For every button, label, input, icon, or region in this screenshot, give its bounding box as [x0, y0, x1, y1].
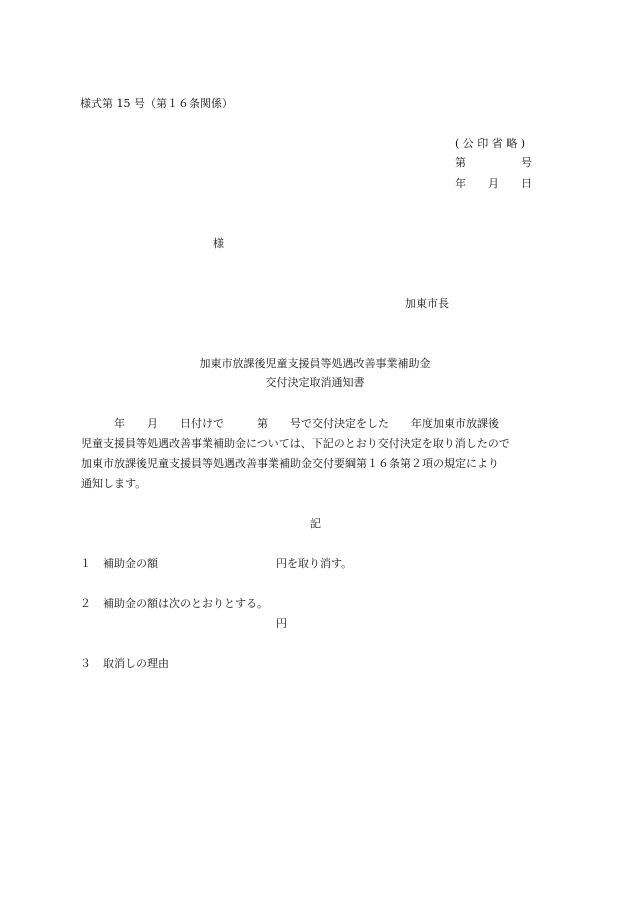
seal-omitted-note: ( 公 印 省 略 )	[455, 137, 526, 150]
item-1-suffix: 円を取り消す。	[276, 557, 353, 570]
item-1-text: 補助金の額	[103, 557, 158, 570]
form-number: 様式第 15 号（第１６条関係）	[80, 97, 233, 110]
ki-heading: 記	[310, 517, 321, 530]
item-3-number: ３	[80, 657, 91, 670]
body-line-3: 加東市放課後児童支援員等処遇改善事業補助金交付要綱第１６条第２項の規定により	[81, 457, 499, 470]
item-1-number: １	[80, 557, 91, 570]
item-2-text: 補助金の額は次のとおりとする。	[103, 597, 268, 610]
item-2-number: ２	[80, 597, 91, 610]
item-3-text: 取消しの理由	[103, 657, 169, 670]
body-line-2: 児童支援員等処遇改善事業補助金については、下記のとおり交付決定を取り消したので	[81, 437, 510, 450]
issue-date-line: 年 月 日	[455, 177, 532, 190]
addressee-suffix: 様	[213, 237, 224, 250]
document-title-line2: 交付決定取消通知書	[265, 376, 365, 389]
document-number-line: 第 号	[455, 156, 532, 169]
body-line-1: 年 月 日付けで 第 号で交付決定をした 年度加東市放課後	[81, 417, 499, 430]
document-title-line1: 加東市放課後児童支援員等処遇改善事業補助金	[199, 357, 431, 370]
body-line-4: 通知します。	[81, 477, 147, 490]
sender-name: 加東市長	[405, 297, 449, 310]
item-2-suffix: 円	[276, 617, 287, 630]
